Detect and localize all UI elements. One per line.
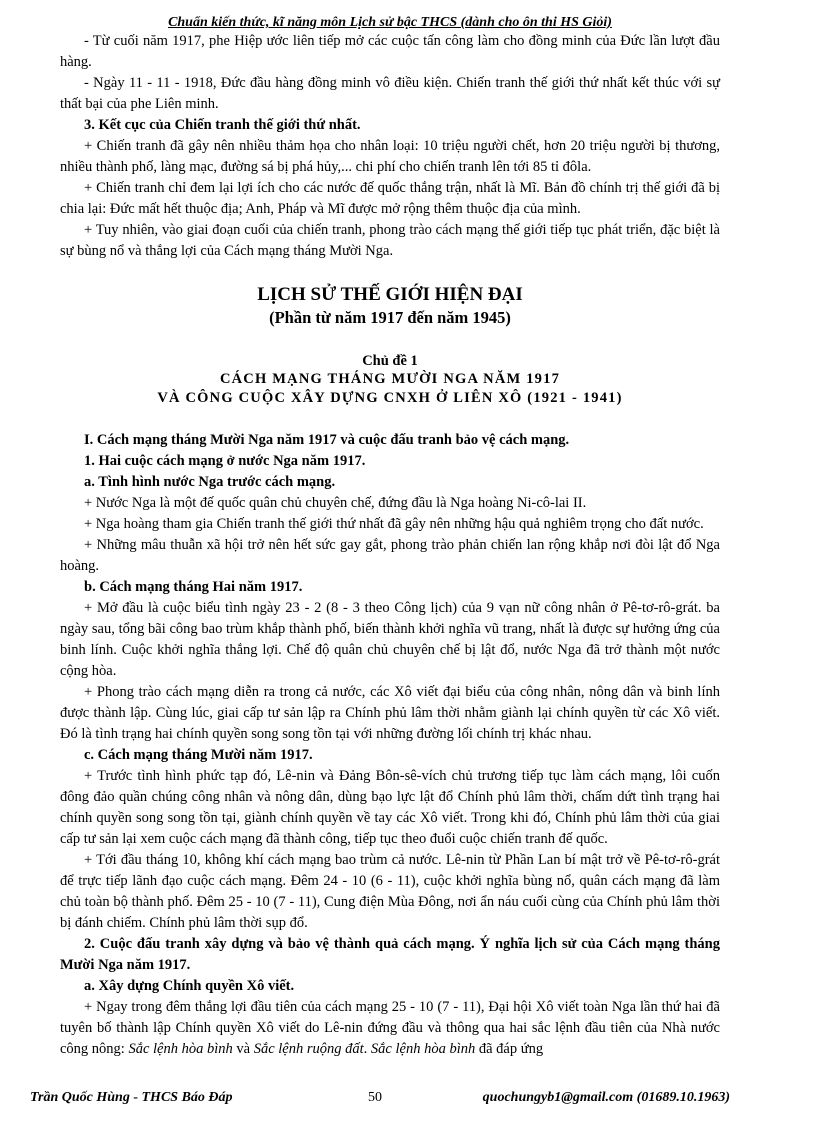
chapter-subtitle: (Phần từ năm 1917 đến năm 1945) [269, 308, 511, 327]
paragraph: + Nước Nga là một đế quốc quân chủ chuyên chế, đứng đầu là Nga hoàng Ni-cô-lai II. [84, 495, 587, 511]
chapter-title: LỊCH SỬ THẾ GIỚI HIỆN ĐẠI [257, 284, 523, 305]
page-number: 50 [368, 1090, 382, 1105]
topic-title-line1: CÁCH MẠNG THÁNG MƯỜI NGA NĂM 1917 [219, 371, 561, 387]
subsection-heading: c. Cách mạng tháng Mười năm 1917. [84, 747, 313, 763]
paragraph: + Ngay trong đêm thắng lợi đầu tiên của cách mạng 25 - 10 (7 - 11), Đại hội Xô viết toàn Nga lần thứ hai đã tuyên bố thành lập Chính quyền Xô viết do Lê-nin đứng đầu và thông qua hai sắc lệnh đầu tiên của Nhà nước công nông: Sắc lệnh hòa bình và Sắc lệnh ruộng đất. Sắc lệnh hòa bình đã đáp ứng [60, 999, 720, 1057]
topic-number: Chủ đề 1 [362, 353, 418, 369]
page-header: Chuẩn kiến thức, kĩ năng môn Lịch sử bậc THCS (dành cho ôn thi HS Giỏi) [168, 15, 612, 30]
paragraph: + Trước tình hình phức tạp đó, Lê-nin và Đảng Bôn-sê-vích chủ trương tiếp tục làm cách mạng, lôi cuốn đông đảo quần chúng công nhân và nông dân, dùng bạo lực lật đổ Chính phủ lâm thời, chấm dứt tình trạng hai chính quyền song song tồn tại, giành chính quyền về tay các Xô viết. Trong khi đó, Chính phủ lâm thời của giai cấp tư sản lại xem cuộc cách mạng đã thành công, tiếp tục theo đuổi cuộc chiến tranh đế quốc. [60, 768, 720, 847]
document-page [60, 14, 720, 1060]
subsection-heading: a. Tình hình nước Nga trước cách mạng. [84, 474, 336, 490]
paragraph: - Ngày 11 - 11 - 1918, Đức đầu hàng đồng minh vô điều kiện. Chiến tranh thế giới thứ nhất kết thúc với sự thất bại của phe Liên minh. [60, 75, 720, 112]
paragraph: - Từ cuối năm 1917, phe Hiệp ước liên tiếp mở các cuộc tấn công làm cho đồng minh của Đức lần lượt đầu hàng. [60, 33, 720, 70]
section-heading: 2. Cuộc đấu tranh xây dựng và bảo vệ thành quả cách mạng. Ý nghĩa lịch sử của Cách mạng tháng Mười Nga năm 1917. [60, 936, 720, 973]
paragraph: + Những mâu thuẫn xã hội trở nên hết sức gay gắt, phong trào phản chiến lan rộng khắp nơi đòi lật đổ Nga hoàng. [60, 537, 720, 574]
section-heading: 1. Hai cuộc cách mạng ở nước Nga năm 1917. [84, 453, 366, 469]
paragraph: + Nga hoàng tham gia Chiến tranh thế giới thứ nhất đã gây nên những hậu quả nghiêm trọng cho đất nước. [84, 516, 704, 532]
section-heading: 3. Kết cục của Chiến tranh thế giới thứ nhất. [84, 117, 361, 133]
paragraph: + Chiến tranh đã gây nên nhiều thảm họa cho nhân loại: 10 triệu người chết, hơn 20 triệu người bị thương, nhiều thành phố, làng mạc, đường sá bị phá hủy,... chi phí cho chiến tranh lên tới 85 tỉ đôla. [60, 138, 720, 175]
part-heading: I. Cách mạng tháng Mười Nga năm 1917 và cuộc đấu tranh bảo vệ cách mạng. [84, 432, 570, 448]
paragraph: + Tuy nhiên, vào giai đoạn cuối của chiến tranh, phong trào cách mạng thế giới tiếp tục phát triển, đặc biệt là sự bùng nổ và thắng lợi của Cách mạng tháng Mười Nga. [60, 222, 720, 259]
paragraph: + Chiến tranh chỉ đem lại lợi ích cho các nước đế quốc thắng trận, nhất là Mĩ. Bản đồ chính trị thế giới đã bị chia lại: Đức mất hết thuộc địa; Anh, Pháp và Mĩ được mở rộng thêm thuộc địa của mình. [60, 180, 720, 217]
subsection-heading: b. Cách mạng tháng Hai năm 1917. [84, 579, 303, 595]
footer-author: Trần Quốc Hùng - THCS Báo Đáp [30, 1090, 233, 1105]
paragraph: + Mở đầu là cuộc biểu tình ngày 23 - 2 (8 - 3 theo Công lịch) của 9 vạn nữ công nhân ở Pê-tơ-rô-grát. ba ngày sau, tổng bãi công bao trùm khắp thành phố, biến thành khởi nghĩa vũ trang, nhất là được sự hưởng ứng của binh lính. Cuộc khởi nghĩa thắng lợi. Chế độ quân chủ chuyên chế bị lật đổ, nước Nga đã trở thành một nước cộng hòa. [60, 600, 720, 679]
paragraph: + Tới đầu tháng 10, không khí cách mạng bao trùm cả nước. Lê-nin từ Phần Lan bí mật trở về Pê-tơ-rô-grát để trực tiếp lãnh đạo cuộc cách mạng. Đêm 24 - 10 (6 - 11), cuộc khởi nghĩa bùng nổ, quân cách mạng đã làm chủ toàn bộ thành phố. Đêm 25 - 10 (7 - 11), Cung điện Mùa Đông, nơi ẩn náu cuối cùng của Chính phủ lâm thời bị đánh chiếm. Chính phủ lâm thời sụp đổ. [60, 852, 720, 931]
subsection-heading: a. Xây dựng Chính quyền Xô viết. [84, 978, 295, 994]
topic-title-line2: VÀ CÔNG CUỘC XÂY DỰNG CNXH Ở LIÊN XÔ (1921 - 1941) [157, 390, 623, 406]
footer-contact: quochungyb1@gmail.com (01689.10.1963) [482, 1090, 730, 1105]
paragraph: + Phong trào cách mạng diễn ra trong cả nước, các Xô viết đại biểu của công nhân, nông dân và binh lính được thành lập. Cùng lúc, giai cấp tư sản lập ra Chính phủ lâm thời nhằm giành lại chính quyền từ các Xô viết. Đó là tình trạng hai chính quyền song song tồn tại với những đường lối chính trị khác nhau. [60, 684, 720, 742]
